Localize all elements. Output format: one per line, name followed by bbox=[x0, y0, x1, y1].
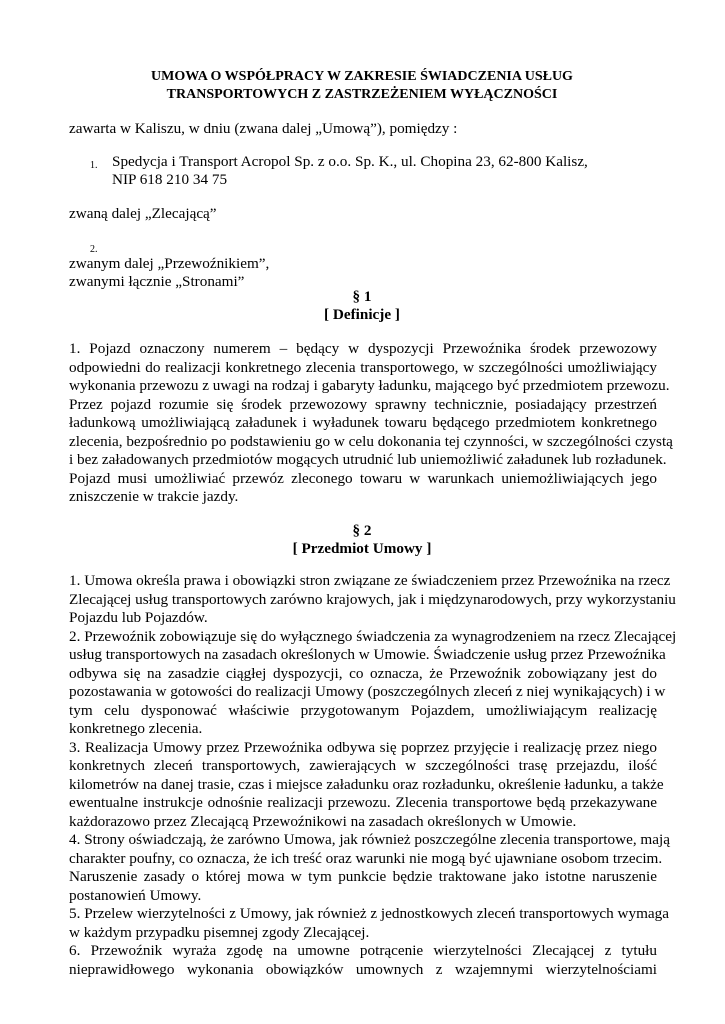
section-2-line: usług transportowych na zasadach określonych w Umowie. Świadczenie usług przez Przewoźnika bbox=[69, 646, 666, 663]
section-2-line: konkretnych zleceń transportowych, zawierających w szczególności trasę przejazdu, ilość bbox=[69, 757, 657, 774]
section-2-line: 3. Realizacja Umowy przez Przewoźnika odbywa się poprzez przyjęcie i realizację przez niego bbox=[69, 738, 657, 756]
section-1-line: wykonania przewozu z uwagi na rodzaj i gabaryty ładunku, mającego być przedmiotem przewozu. bbox=[69, 377, 670, 394]
strony-label: zwanymi łącznie „Stronami” bbox=[69, 273, 245, 290]
section-2-line: Zlecającej usług transportowych zarówno krajowych, jak i międzynarodowych, przy wykorzystaniu bbox=[69, 590, 676, 608]
section-2-line: konkretnego zlecenia. bbox=[69, 720, 203, 737]
section-1-line: 1. Pojazd oznaczony numerem – będący w dyspozycji Przewoźnika środek przewozowy bbox=[69, 340, 657, 357]
section-2-line: odbywa się na zasadzie ciągłej dyspozycji, co oznacza, że Przewoźnik zobowiązany jest do bbox=[69, 664, 657, 682]
section-2-line: 1. Umowa określa prawa i obowiązki stron związane ze świadczeniem przez Przewoźnika na rzecz bbox=[69, 572, 671, 589]
przewoznik-label: zwanym dalej „Przewoźnikiem”, bbox=[69, 255, 270, 272]
section-1-line: Pojazd musi umożliwiać przewóz zleconego towaru w warunkach uniemożliwiających jego bbox=[69, 469, 657, 487]
intro-text: zawarta w Kaliszu, w dniu (zwana dalej „Umową”), pomiędzy : bbox=[69, 120, 458, 137]
section-1-line: zlecenia, bezpośrednio po podstawieniu go w celu dokonania tej czynności, w szczególności czystą bbox=[69, 432, 673, 450]
section-2-body bbox=[69, 572, 677, 979]
section-2-line: pozostawania w gotowości do realizacji Umowy (poszczególnych zleceń z niej wynikających) i w bbox=[69, 683, 666, 700]
section-2-line: 2. Przewoźnik zobowiązuje się do wyłącznego świadczenia za wynagrodzeniem na rzecz Zlecającej bbox=[69, 627, 677, 645]
section-2-line: 6. Przewoźnik wyraża zgodę na umowne potrącenie wierzytelności Zlecającej z tytułu bbox=[69, 942, 657, 959]
party-1-number: 1. bbox=[90, 160, 98, 171]
party-1-line-1: Spedycja i Transport Acropol Sp. z o.o. Sp. K., ul. Chopina 23, 62-800 Kalisz, bbox=[112, 153, 588, 170]
section-2-line: Naruszenie zasady o której mowa w tym punkcie będzie traktowane jako istotne naruszenie bbox=[69, 868, 657, 885]
party-2-number: 2. bbox=[90, 244, 98, 255]
section-1-body bbox=[69, 340, 673, 507]
section-2-line: nieprawidłowego wykonania obowiązków umownych z wzajemnymi wierzytelnościami bbox=[69, 960, 657, 978]
section-2-line: charakter poufny, co oznacza, że ich treść oraz warunki nie mogą być ujawniane osobom trzecim. bbox=[69, 849, 663, 867]
section-2-line: kilometrów na danej trasie, czas i miejsce załadunku oraz rozładunku, określenie ładunku, a także bbox=[69, 775, 664, 793]
section-1-line: ładunkową umożliwiającą załadunek i wyładunek towaru będącego przedmiotem konkretnego bbox=[69, 414, 657, 431]
section-2-line: ewentualne instrukcje odnośnie realizacji przewozu. Zlecenia transportowe będą przekazywane bbox=[69, 794, 657, 811]
section-1-line: i bez załadowanych przedmiotów mogących utrudnić lub uniemożliwić załadunek lub rozładunek. bbox=[69, 451, 667, 468]
section-2-line: tym celu dysponować właściwie przygotowanym Pojazdem, umożliwiającym realizację bbox=[69, 701, 657, 719]
section-2-line: 4. Strony oświadczają, że zarówno Umowa, jak również poszczególne zlecenia transportowe, mają bbox=[69, 831, 670, 848]
section-2-line: w każdym przypadku pisemnej zgody Zlecającej. bbox=[69, 923, 370, 941]
section-2-line: 5. Przelew wierzytelności z Umowy, jak również z jednostkowych zleceń transportowych wymaga bbox=[69, 905, 669, 922]
section-2-line: Pojazdu lub Pojazdów. bbox=[69, 609, 208, 626]
section-2-heading: [ Przedmiot Umowy ] bbox=[292, 540, 432, 557]
section-1-line: Przez pojazd rozumie się środek przewozowy sprawny technicznie, posiadający przestrzeń bbox=[69, 395, 657, 413]
section-1-symbol: § 1 bbox=[352, 288, 372, 305]
section-1-line: zniszczenie w trakcie jazdy. bbox=[69, 488, 239, 505]
section-2-line: każdorazowo przez Zlecającą Przewoźnikowi na zasadach określonych w Umowie. bbox=[69, 812, 577, 830]
document-title-line-2: TRANSPORTOWYCH Z ZASTRZEŻENIEM WYŁĄCZNOŚCI bbox=[166, 87, 558, 102]
section-2-symbol: § 2 bbox=[352, 522, 372, 539]
party-1-line-2: NIP 618 210 34 75 bbox=[112, 171, 228, 188]
section-2-line: postanowień Umowy. bbox=[69, 886, 202, 904]
document-title-line-1: UMOWA O WSPÓŁPRACY W ZAKRESIE ŚWIADCZENIA USŁUG bbox=[151, 69, 573, 84]
section-1-line: odpowiedni do realizacji konkretnego zlecenia transportowego, w szczególności umożliwiający bbox=[69, 358, 657, 376]
section-1-heading: [ Definicje ] bbox=[324, 306, 400, 323]
zlecajaca-label: zwaną dalej „Zlecającą” bbox=[69, 205, 217, 222]
